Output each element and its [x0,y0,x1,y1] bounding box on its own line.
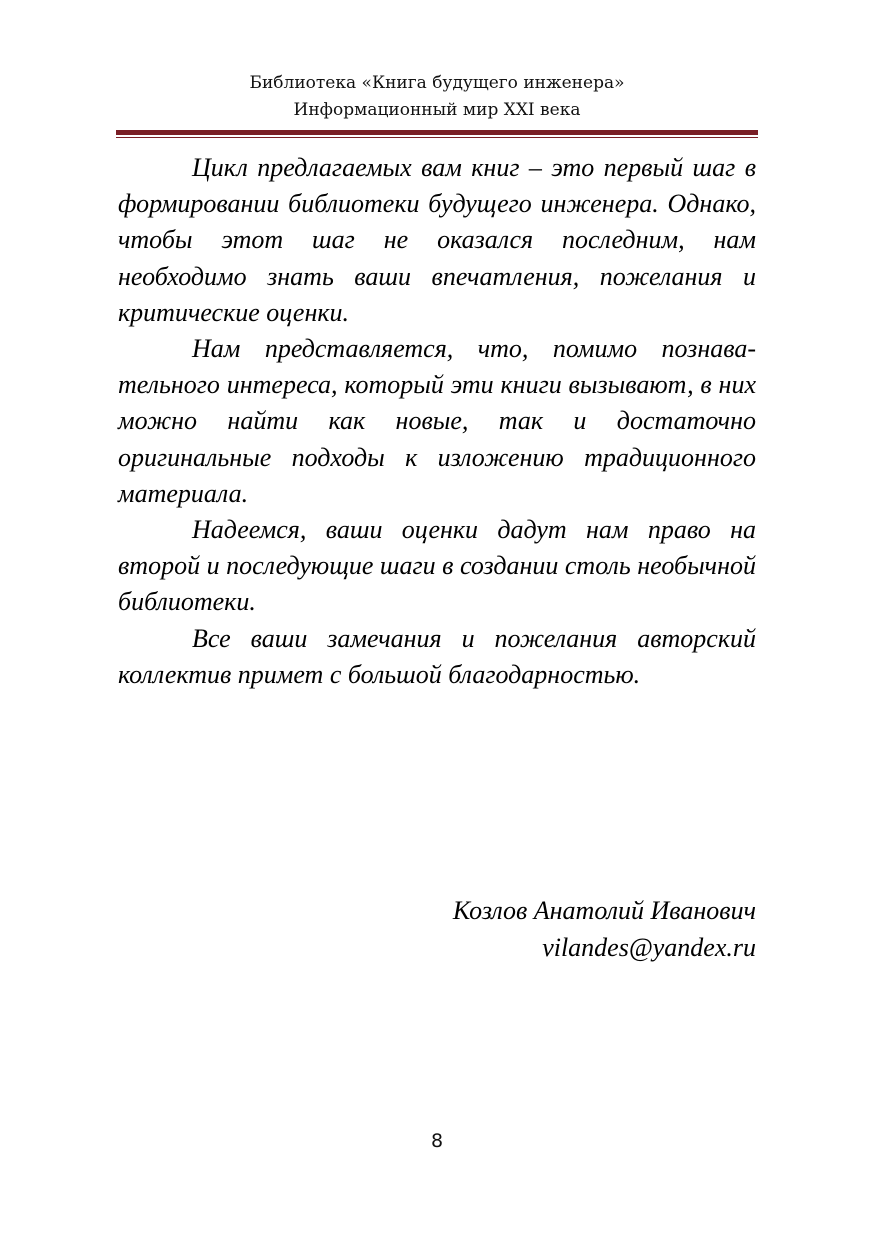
body-text [118,150,756,693]
signature-block [453,892,756,966]
paragraph: Нам представляется, что, помимо познавательного интереса, который эти книги вызывают, в них можно найти как новые, так и достаточно оригинальные подходы к изложению традиционного материала. [118,334,756,508]
paragraph: Надеемся, ваши оценки дадут нам право на второй и последующие шаги в создании столь необычной библиотеки. [118,515,756,617]
header-book-title: Информационный мир XXI века [293,100,581,120]
author-email: vilandes@yandex.ru [542,933,756,962]
paragraph: Цикл предлагаемых вам книг – это первый шаг в формировании библиотеки будущего инженера. Однако, чтобы этот шаг не оказался последним, нам необходимо знать ваши впечатления, пожелания и критические оценки. [118,153,756,327]
paragraph: Все ваши замечания и пожелания авторский коллектив примет с большой благодарностью. [118,623,756,689]
author-name: Козлов Анатолий Иванович [452,896,756,925]
header-library-title: Библиотека «Книга будущего инженера» [249,73,625,93]
running-header [116,70,758,124]
header-rule-thin [116,137,758,138]
page-number: 8 [430,1130,444,1152]
header-rule-thick [116,130,758,135]
